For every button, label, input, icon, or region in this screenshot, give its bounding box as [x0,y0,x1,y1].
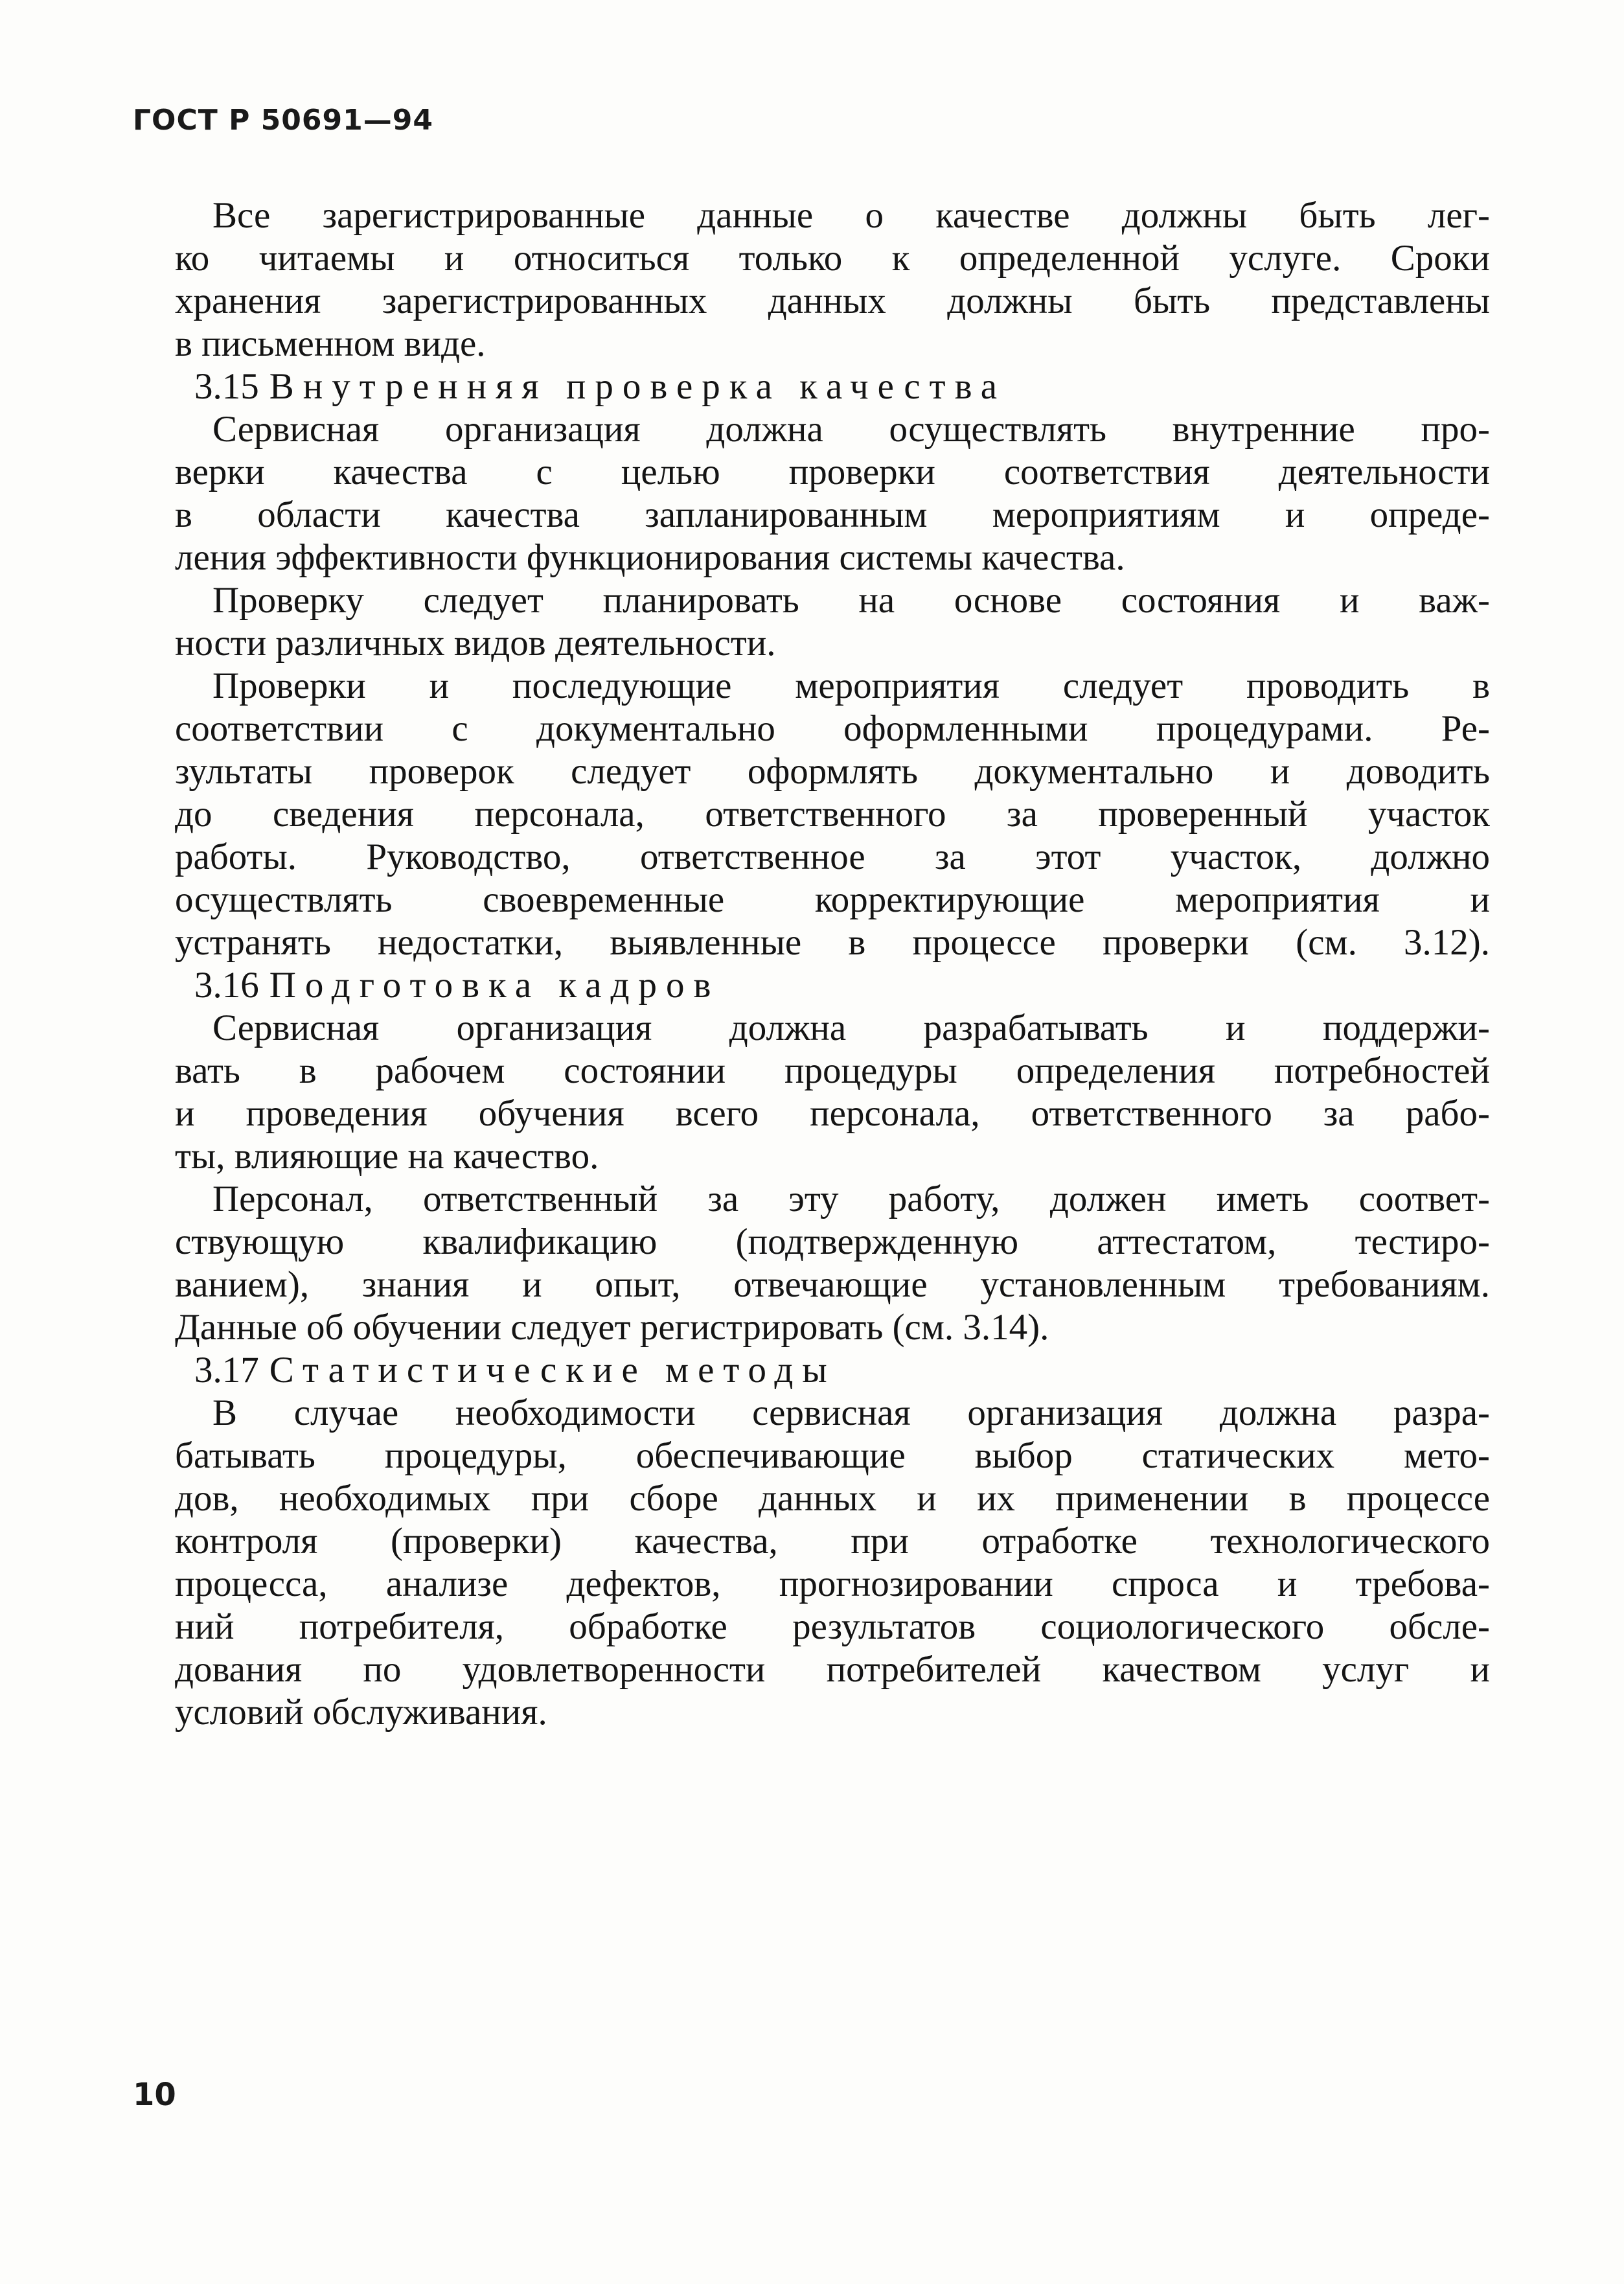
text-line: работы. Руководство, ответственное за этот участок, должно [175,836,1490,877]
text-line: В случае необходимости сервисная организация должна разра- [212,1392,1490,1433]
text-line: Персонал, ответственный за эту работу, должен иметь соответ- [212,1179,1490,1219]
text-line: контроля (проверки) качества, при отработке технологического [175,1521,1490,1562]
text-line: Сервисная организация должна осуществлять внутренние про- [212,409,1490,450]
text-line: Проверку следует планировать на основе состояния и важ- [212,580,1490,621]
text-line: дов, необходимых при сборе данных и их применении в процессе [175,1478,1490,1519]
text-line: устранять недостатки, выявленные в процессе проверки (см. 3.12). [175,922,1490,963]
section-title: Подготовка кадров [269,965,720,1006]
text-line: и проведения обучения всего персонала, ответственного за рабо- [175,1093,1490,1134]
text-line: батывать процедуры, обеспечивающие выбор статических мето- [175,1435,1490,1476]
text-line: соответствии с документально оформленными процедурами. Ре- [175,708,1490,749]
text-line: процесса, анализе дефектов, прогнозировании спроса и требова- [175,1563,1490,1604]
body-text [175,194,1490,1734]
text-line: дования по удовлетворенности потребителей качеством услуг и [175,1649,1490,1690]
text-line: ко читаемы и относиться только к определенной услуге. Сроки [175,238,1490,279]
text-line: Проверки и последующие мероприятия следует проводить в [212,665,1490,706]
section-heading [175,365,1490,408]
section-number: 3.15 [194,366,259,407]
text-line: ствующую квалификацию (подтвержденную аттестатом, тестиро- [175,1221,1490,1262]
section-heading [175,1349,1490,1392]
text-line: ности различных видов деятельности. [175,623,776,663]
text-line: хранения зарегистрированных данных должны быть представлены [175,281,1490,321]
page-number: 10 [133,2077,176,2113]
document-header: ГОСТ Р 50691—94 [133,104,433,137]
text-line: Данные об обучении следует регистрировать (см. 3.14). [175,1307,1049,1348]
text-line: вать в рабочем состоянии процедуры определения потребностей [175,1050,1490,1091]
section-number: 3.17 [194,1350,259,1390]
text-line: ний потребителя, обработке результатов социологического обсле- [175,1606,1490,1647]
text-line: до сведения персонала, ответственного за проверенный участок [175,794,1490,835]
text-line: в области качества запланированным мероприятиям и опреде- [175,494,1490,535]
text-line: условий обслуживания. [175,1692,547,1733]
text-line: ления эффективности функционирования системы качества. [175,537,1125,578]
text-line: верки качества с целью проверки соответствия деятельности [175,452,1490,492]
text-line: ты, влияющие на качество. [175,1136,599,1177]
text-line: осуществлять своевременные корректирующие мероприятия и [175,879,1490,920]
text-line: в письменном виде. [175,323,486,364]
section-heading [175,964,1490,1007]
text-line: Сервисная организация должна разрабатывать и поддержи- [212,1008,1490,1048]
text-line: ванием), знания и опыт, отвечающие установленным требованиям. [175,1264,1490,1305]
section-title: Статистические методы [269,1350,836,1390]
text-line: зультаты проверок следует оформлять документально и доводить [175,751,1490,792]
section-title: Внутренняя проверка качества [269,366,1007,407]
section-number: 3.16 [194,965,259,1006]
text-line: Все зарегистрированные данные о качестве должны быть лег- [212,195,1490,236]
